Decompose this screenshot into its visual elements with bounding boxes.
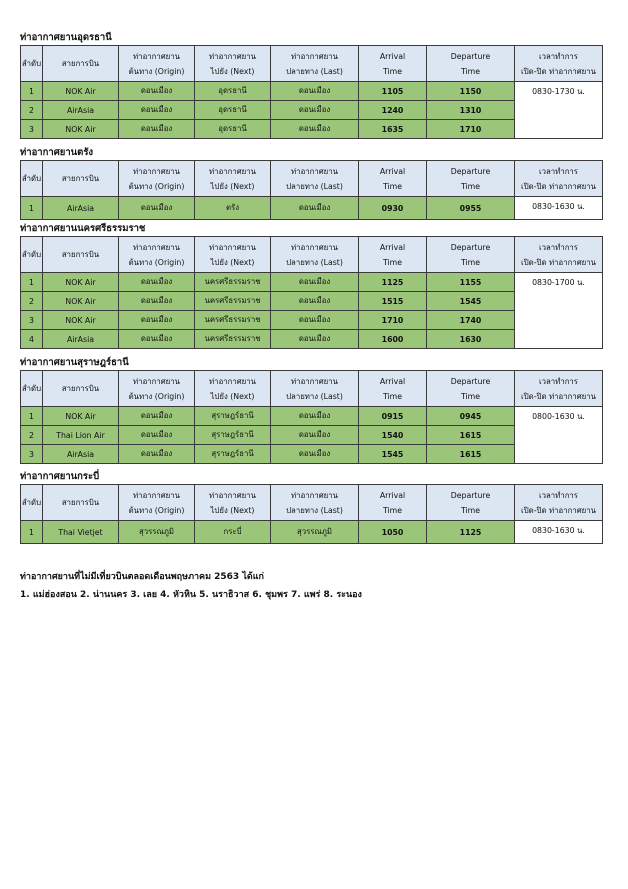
cell-no: 2 <box>21 426 43 445</box>
cell-operating-hours: 0830-1730 น. <box>515 82 603 139</box>
cell-departure: 1545 <box>427 292 515 311</box>
header-last-line1: ท่าอากาศยาน <box>291 376 338 386</box>
cell-arrival: 1540 <box>359 426 427 445</box>
cell-last: ดอนเมือง <box>271 120 359 139</box>
header-airline-line1: สายการบิน <box>61 384 100 393</box>
header-next-line2: ไปยัง (Next) <box>210 257 255 267</box>
header-next-line1: ท่าอากาศยาน <box>209 490 256 500</box>
header-last-line1: ท่าอากาศยาน <box>291 242 338 252</box>
cell-no: 3 <box>21 120 43 139</box>
cell-departure: 1710 <box>427 120 515 139</box>
flight-table <box>20 160 603 220</box>
flight-table <box>20 370 603 464</box>
header-departure-line2: Time <box>460 66 481 76</box>
cell-airline: NOK Air <box>43 120 119 139</box>
table-header <box>21 237 603 273</box>
cell-origin: ดอนเมือง <box>119 330 195 349</box>
header-arrival-line1: Arrival <box>379 490 406 500</box>
header-hours-line2: เปิด-ปิด ท่าอากาศยาน <box>521 66 596 76</box>
header-hours <box>515 161 603 197</box>
table-body <box>21 197 603 220</box>
cell-origin: ดอนเมือง <box>119 101 195 120</box>
section-title: ท่าอากาศยานกระบี่ <box>20 471 100 482</box>
header-arrival-line1: Arrival <box>379 376 406 386</box>
header-last-line1: ท่าอากาศยาน <box>291 166 338 176</box>
flight-table <box>20 484 603 544</box>
cell-arrival: 1125 <box>359 273 427 292</box>
cell-last: ดอนเมือง <box>271 101 359 120</box>
cell-next: อุดรธานี <box>195 120 271 139</box>
header-airline <box>43 237 119 273</box>
header-next-line1: ท่าอากาศยาน <box>209 166 256 176</box>
section-title: ท่าอากาศยานนครศรีธรรมราช <box>20 223 146 234</box>
header-last <box>271 46 359 82</box>
cell-airline: Thai Lion Air <box>43 426 119 445</box>
header-airline <box>43 46 119 82</box>
header-arrival-line2: Time <box>382 181 403 191</box>
cell-no: 1 <box>21 197 43 220</box>
table-header <box>21 371 603 407</box>
cell-airline: Thai Vietjet <box>43 521 119 544</box>
header-departure <box>427 371 515 407</box>
header-airline <box>43 485 119 521</box>
header-departure-line2: Time <box>460 181 481 191</box>
cell-departure: 1740 <box>427 311 515 330</box>
cell-next: สุราษฎร์ธานี <box>195 445 271 464</box>
table-header <box>21 485 603 521</box>
cell-no: 2 <box>21 101 43 120</box>
cell-airline: NOK Air <box>43 407 119 426</box>
cell-origin: ดอนเมือง <box>119 273 195 292</box>
header-origin <box>119 485 195 521</box>
header-no <box>21 237 43 273</box>
header-departure-line1: Departure <box>450 376 491 386</box>
header-airline <box>43 371 119 407</box>
header-origin-line2: ต้นทาง (Origin) <box>128 257 185 267</box>
table-header <box>21 161 603 197</box>
header-hours-line1: เวลาทำการ <box>538 490 578 500</box>
cell-last: ดอนเมือง <box>271 445 359 464</box>
header-arrival-line1: Arrival <box>379 242 406 252</box>
cell-next: นครศรีธรรมราช <box>195 273 271 292</box>
cell-arrival: 1515 <box>359 292 427 311</box>
header-origin-line1: ท่าอากาศยาน <box>133 242 180 252</box>
header-next-line1: ท่าอากาศยาน <box>209 376 256 386</box>
cell-airline: AirAsia <box>43 197 119 220</box>
cell-next: นครศรีธรรมราช <box>195 330 271 349</box>
header-no-line1: ลำดับ <box>21 250 42 259</box>
header-no-line1: ลำดับ <box>21 498 42 507</box>
cell-airline: NOK Air <box>43 311 119 330</box>
cell-origin: สุวรรณภูมิ <box>119 521 195 544</box>
cell-origin: ดอนเมือง <box>119 445 195 464</box>
header-hours-line1: เวลาทำการ <box>538 376 578 386</box>
header-airline-line1: สายการบิน <box>61 59 100 68</box>
header-departure <box>427 485 515 521</box>
header-next-line2: ไปยัง (Next) <box>210 391 255 401</box>
header-arrival-line2: Time <box>382 391 403 401</box>
cell-departure: 0955 <box>427 197 515 220</box>
flight-table <box>20 236 603 349</box>
cell-departure: 1155 <box>427 273 515 292</box>
header-no-line1: ลำดับ <box>21 174 42 183</box>
cell-departure: 1150 <box>427 82 515 101</box>
header-origin-line2: ต้นทาง (Origin) <box>128 505 185 515</box>
header-airline-line1: สายการบิน <box>61 498 100 507</box>
header-next <box>195 371 271 407</box>
header-next-line2: ไปยัง (Next) <box>210 505 255 515</box>
table-row <box>21 521 603 544</box>
cell-next: ตรัง <box>195 197 271 220</box>
header-next-line1: ท่าอากาศยาน <box>209 51 256 61</box>
header-last <box>271 237 359 273</box>
cell-next: นครศรีธรรมราช <box>195 292 271 311</box>
cell-departure: 1310 <box>427 101 515 120</box>
cell-no: 3 <box>21 445 43 464</box>
header-hours <box>515 371 603 407</box>
header-origin-line1: ท่าอากาศยาน <box>133 51 180 61</box>
header-hours-line2: เปิด-ปิด ท่าอากาศยาน <box>521 505 596 515</box>
cell-airline: NOK Air <box>43 82 119 101</box>
cell-arrival: 1600 <box>359 330 427 349</box>
header-last <box>271 161 359 197</box>
cell-arrival: 0930 <box>359 197 427 220</box>
cell-departure: 1615 <box>427 426 515 445</box>
header-hours-line2: เปิด-ปิด ท่าอากาศยาน <box>521 257 596 267</box>
header-row <box>21 46 603 82</box>
cell-origin: ดอนเมือง <box>119 426 195 445</box>
header-departure-line2: Time <box>460 257 481 267</box>
flight-table <box>20 45 603 139</box>
cell-no: 1 <box>21 407 43 426</box>
header-origin <box>119 161 195 197</box>
cell-last: ดอนเมือง <box>271 273 359 292</box>
cell-no: 1 <box>21 273 43 292</box>
cell-airline: NOK Air <box>43 292 119 311</box>
cell-last: ดอนเมือง <box>271 311 359 330</box>
header-airline <box>43 161 119 197</box>
cell-origin: ดอนเมือง <box>119 311 195 330</box>
header-arrival-line2: Time <box>382 66 403 76</box>
cell-last: ดอนเมือง <box>271 426 359 445</box>
table-header <box>21 46 603 82</box>
header-origin <box>119 237 195 273</box>
header-row <box>21 161 603 197</box>
closed-airports-title: ท่าอากาศยานที่ไม่มีเที่ยวบินตลอดเดือนพฤษภาคม 2563 ได้แก่ <box>20 572 264 582</box>
cell-departure: 0945 <box>427 407 515 426</box>
header-last-line2: ปลายทาง (Last) <box>286 505 343 515</box>
header-origin-line2: ต้นทาง (Origin) <box>128 391 185 401</box>
header-origin-line2: ต้นทาง (Origin) <box>128 181 185 191</box>
cell-arrival: 1635 <box>359 120 427 139</box>
header-departure <box>427 46 515 82</box>
header-departure-line1: Departure <box>450 242 491 252</box>
header-arrival <box>359 371 427 407</box>
header-last-line2: ปลายทาง (Last) <box>286 66 343 76</box>
header-departure-line1: Departure <box>450 166 491 176</box>
header-last-line2: ปลายทาง (Last) <box>286 257 343 267</box>
cell-departure: 1125 <box>427 521 515 544</box>
header-departure <box>427 161 515 197</box>
cell-next: นครศรีธรรมราช <box>195 311 271 330</box>
header-next-line1: ท่าอากาศยาน <box>209 242 256 252</box>
cell-last: ดอนเมือง <box>271 82 359 101</box>
header-last-line2: ปลายทาง (Last) <box>286 391 343 401</box>
header-hours-line1: เวลาทำการ <box>538 242 578 252</box>
cell-next: อุดรธานี <box>195 101 271 120</box>
closed-airports-list: 1. แม่ฮ่องสอน 2. น่านนคร 3. เลย 4. หัวหิน 5. นราธิวาส 6. ชุมพร 7. แพร่ 8. ระนอง <box>20 590 362 600</box>
cell-arrival: 1105 <box>359 82 427 101</box>
header-departure-line2: Time <box>460 505 481 515</box>
header-row <box>21 237 603 273</box>
cell-next: อุดรธานี <box>195 82 271 101</box>
header-row <box>21 371 603 407</box>
cell-operating-hours: 0830-1630 น. <box>515 197 603 220</box>
header-last-line1: ท่าอากาศยาน <box>291 490 338 500</box>
header-hours <box>515 46 603 82</box>
table-row <box>21 273 603 292</box>
header-origin <box>119 46 195 82</box>
header-arrival <box>359 237 427 273</box>
cell-airline: NOK Air <box>43 273 119 292</box>
table-row <box>21 82 603 101</box>
cell-no: 4 <box>21 330 43 349</box>
header-departure-line2: Time <box>460 391 481 401</box>
header-row <box>21 485 603 521</box>
cell-arrival: 0915 <box>359 407 427 426</box>
header-departure-line1: Departure <box>450 51 491 61</box>
header-next-line2: ไปยัง (Next) <box>210 66 255 76</box>
header-no <box>21 161 43 197</box>
header-next-line2: ไปยัง (Next) <box>210 181 255 191</box>
header-arrival <box>359 46 427 82</box>
table-row <box>21 197 603 220</box>
cell-origin: ดอนเมือง <box>119 407 195 426</box>
table-body <box>21 273 603 349</box>
cell-airline: AirAsia <box>43 330 119 349</box>
header-no-line1: ลำดับ <box>21 384 42 393</box>
cell-origin: ดอนเมือง <box>119 82 195 101</box>
header-origin-line1: ท่าอากาศยาน <box>133 166 180 176</box>
header-hours <box>515 237 603 273</box>
cell-airline: AirAsia <box>43 445 119 464</box>
header-arrival-line1: Arrival <box>379 166 406 176</box>
cell-last: ดอนเมือง <box>271 197 359 220</box>
header-arrival-line1: Arrival <box>379 51 406 61</box>
table-body <box>21 82 603 139</box>
cell-operating-hours: 0800-1630 น. <box>515 407 603 464</box>
cell-last: ดอนเมือง <box>271 330 359 349</box>
header-hours-line2: เปิด-ปิด ท่าอากาศยาน <box>521 391 596 401</box>
table-row <box>21 407 603 426</box>
header-origin-line2: ต้นทาง (Origin) <box>128 66 185 76</box>
cell-no: 1 <box>21 521 43 544</box>
header-airline-line1: สายการบิน <box>61 250 100 259</box>
cell-next: สุราษฎร์ธานี <box>195 407 271 426</box>
header-hours-line2: เปิด-ปิด ท่าอากาศยาน <box>521 181 596 191</box>
cell-origin: ดอนเมือง <box>119 292 195 311</box>
header-next <box>195 46 271 82</box>
table-body <box>21 521 603 544</box>
header-origin-line1: ท่าอากาศยาน <box>133 490 180 500</box>
cell-last: ดอนเมือง <box>271 292 359 311</box>
header-last <box>271 371 359 407</box>
header-origin <box>119 371 195 407</box>
cell-departure: 1630 <box>427 330 515 349</box>
header-airline-line1: สายการบิน <box>61 174 100 183</box>
header-last <box>271 485 359 521</box>
cell-no: 3 <box>21 311 43 330</box>
cell-no: 2 <box>21 292 43 311</box>
header-origin-line1: ท่าอากาศยาน <box>133 376 180 386</box>
header-hours-line1: เวลาทำการ <box>538 166 578 176</box>
table-body <box>21 407 603 464</box>
cell-last: สุวรรณภูมิ <box>271 521 359 544</box>
cell-operating-hours: 0830-1630 น. <box>515 521 603 544</box>
cell-origin: ดอนเมือง <box>119 197 195 220</box>
header-next <box>195 485 271 521</box>
header-last-line1: ท่าอากาศยาน <box>291 51 338 61</box>
cell-departure: 1615 <box>427 445 515 464</box>
header-no <box>21 46 43 82</box>
header-arrival <box>359 485 427 521</box>
cell-arrival: 1545 <box>359 445 427 464</box>
header-no <box>21 371 43 407</box>
header-departure <box>427 237 515 273</box>
cell-airline: AirAsia <box>43 101 119 120</box>
cell-next: สุราษฎร์ธานี <box>195 426 271 445</box>
cell-origin: ดอนเมือง <box>119 120 195 139</box>
cell-operating-hours: 0830-1700 น. <box>515 273 603 349</box>
cell-arrival: 1240 <box>359 101 427 120</box>
cell-last: ดอนเมือง <box>271 407 359 426</box>
section-title: ท่าอากาศยานสุราษฎร์ธานี <box>20 357 129 368</box>
header-no-line1: ลำดับ <box>21 59 42 68</box>
header-hours-line1: เวลาทำการ <box>538 51 578 61</box>
header-next <box>195 161 271 197</box>
header-last-line2: ปลายทาง (Last) <box>286 181 343 191</box>
header-hours <box>515 485 603 521</box>
section-title: ท่าอากาศยานอุดรธานี <box>20 32 112 43</box>
header-arrival <box>359 161 427 197</box>
header-next <box>195 237 271 273</box>
cell-no: 1 <box>21 82 43 101</box>
cell-next: กระบี่ <box>195 521 271 544</box>
cell-arrival: 1710 <box>359 311 427 330</box>
header-no <box>21 485 43 521</box>
header-arrival-line2: Time <box>382 257 403 267</box>
section-title: ท่าอากาศยานตรัง <box>20 147 94 158</box>
header-arrival-line2: Time <box>382 505 403 515</box>
header-departure-line1: Departure <box>450 490 491 500</box>
cell-arrival: 1050 <box>359 521 427 544</box>
